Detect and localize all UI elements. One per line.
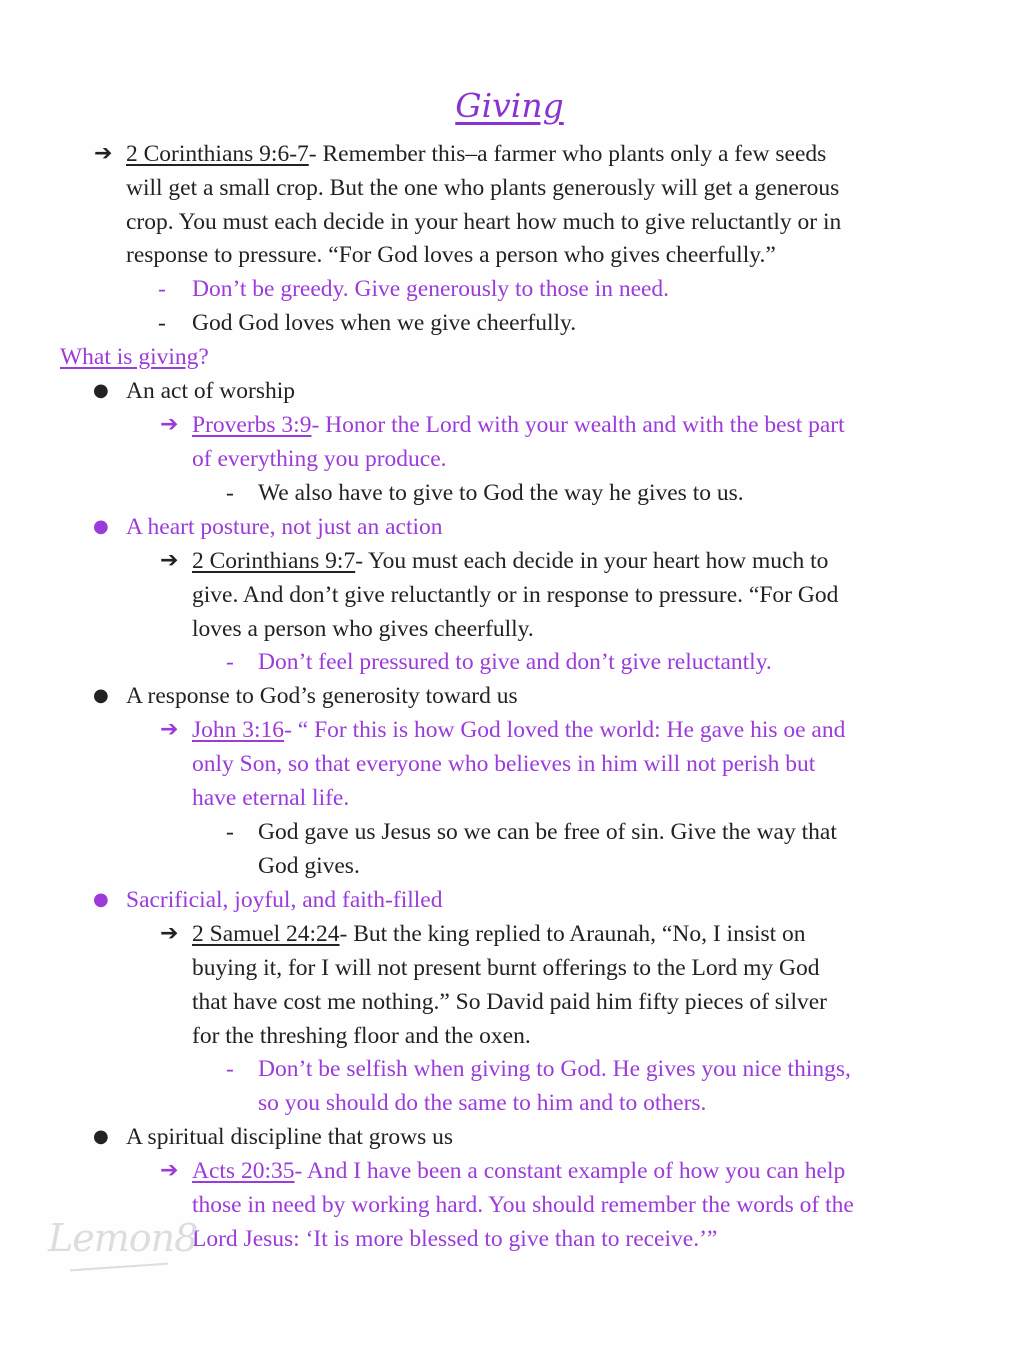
- verse-line: crop. You must each decide in your heart how much to give reluctantly or in: [126, 209, 842, 235]
- bullet-label: Sacrificial, joyful, and faith-filled: [126, 887, 443, 913]
- dash-icon: -: [226, 1056, 234, 1082]
- note-line: Don’t be selfish when giving to God. He gives you nice things,: [258, 1056, 851, 1082]
- dash-icon: -: [226, 649, 234, 675]
- bullet-icon: ●: [93, 685, 109, 706]
- verse-line: have eternal life.: [192, 785, 350, 811]
- scripture-link[interactable]: 2 Samuel 24:24: [192, 921, 340, 947]
- arrow-icon: ➔: [160, 412, 179, 437]
- verse-line: those in need by working hard. You should remember the words of the: [192, 1192, 854, 1218]
- verse-line: 2 Corinthians 9:7- You must each decide in your heart how much to: [192, 548, 829, 574]
- verse-line: give. And don’t give reluctantly or in response to pressure. “For God: [192, 582, 839, 608]
- scripture-link[interactable]: Proverbs 3:9: [192, 412, 312, 438]
- bullet-label: A response to God’s generosity toward us: [126, 683, 518, 709]
- dash-icon: -: [158, 276, 166, 302]
- scripture-link[interactable]: 2 Corinthians 9:7: [192, 548, 356, 574]
- dash-icon: -: [226, 480, 234, 506]
- verse-line: 2 Corinthians 9:6-7- Remember this–a farmer who plants only a few seeds: [126, 141, 827, 167]
- bullet-icon: ●: [93, 1126, 109, 1147]
- verse-line: will get a small crop. But the one who plants generously will get a generous: [126, 175, 840, 201]
- verse-line: only Son, so that everyone who believes in him will not perish but: [192, 751, 816, 777]
- note-line: God God loves when we give cheerfully.: [192, 310, 577, 336]
- heading-link[interactable]: What is giving: [60, 344, 199, 370]
- scripture-link[interactable]: Acts 20:35: [192, 1158, 295, 1184]
- dash-icon: -: [226, 819, 234, 845]
- verse-line: John 3:16- “ For this is how God loved the world: He gave his oe and: [192, 717, 846, 743]
- verse-line: buying it, for I will not present burnt offerings to the Lord my God: [192, 955, 820, 981]
- verse-line: Acts 20:35- And I have been a constant example of how you can help: [192, 1158, 846, 1184]
- bullet-label: An act of worship: [126, 378, 296, 404]
- note-line: God gave us Jesus so we can be free of sin. Give the way that: [258, 819, 837, 845]
- verse-line: of everything you produce.: [192, 446, 447, 472]
- arrow-icon: ➔: [160, 1158, 179, 1183]
- verse-line: that have cost me nothing.” So David paid him fifty pieces of silver: [192, 989, 828, 1015]
- bullet-icon: ●: [93, 516, 109, 537]
- bullet-label: A spiritual discipline that grows us: [126, 1124, 454, 1150]
- dash-icon: -: [158, 310, 166, 336]
- page-title: Giving: [455, 86, 564, 125]
- lemon8-watermark: Lemon8: [48, 1216, 198, 1260]
- verse-line: loves a person who gives cheerfully.: [192, 616, 534, 642]
- note-line: We also have to give to God the way he gives to us.: [258, 480, 744, 506]
- note-line: God gives.: [258, 853, 360, 879]
- verse-line: 2 Samuel 24:24- But the king replied to Araunah, “No, I insist on: [192, 921, 806, 947]
- verse-line: response to pressure. “For God loves a person who gives cheerfully.”: [126, 242, 776, 268]
- note-line: Don’t feel pressured to give and don’t give reluctantly.: [258, 649, 772, 675]
- arrow-icon: ➔: [160, 921, 179, 946]
- section-heading: What is giving?: [60, 344, 209, 370]
- bullet-icon: ●: [93, 380, 109, 401]
- watermark-underline: [70, 1263, 168, 1272]
- verse-line: Proverbs 3:9- Honor the Lord with your wealth and with the best part: [192, 412, 845, 438]
- arrow-icon: ➔: [160, 548, 179, 573]
- arrow-icon: ➔: [160, 717, 179, 742]
- verse-line: Lord Jesus: ‘It is more blessed to give than to receive.’”: [192, 1226, 718, 1252]
- bullet-icon: ●: [93, 889, 109, 910]
- note-line: Don’t be greedy. Give generously to those in need.: [192, 276, 670, 302]
- scripture-link[interactable]: John 3:16: [192, 717, 285, 743]
- bullet-label: A heart posture, not just an action: [126, 514, 443, 540]
- verse-line: for the threshing floor and the oxen.: [192, 1023, 531, 1049]
- arrow-icon: ➔: [94, 141, 113, 166]
- scripture-link[interactable]: 2 Corinthians 9:6-7: [126, 141, 309, 167]
- note-line: so you should do the same to him and to others.: [258, 1090, 707, 1116]
